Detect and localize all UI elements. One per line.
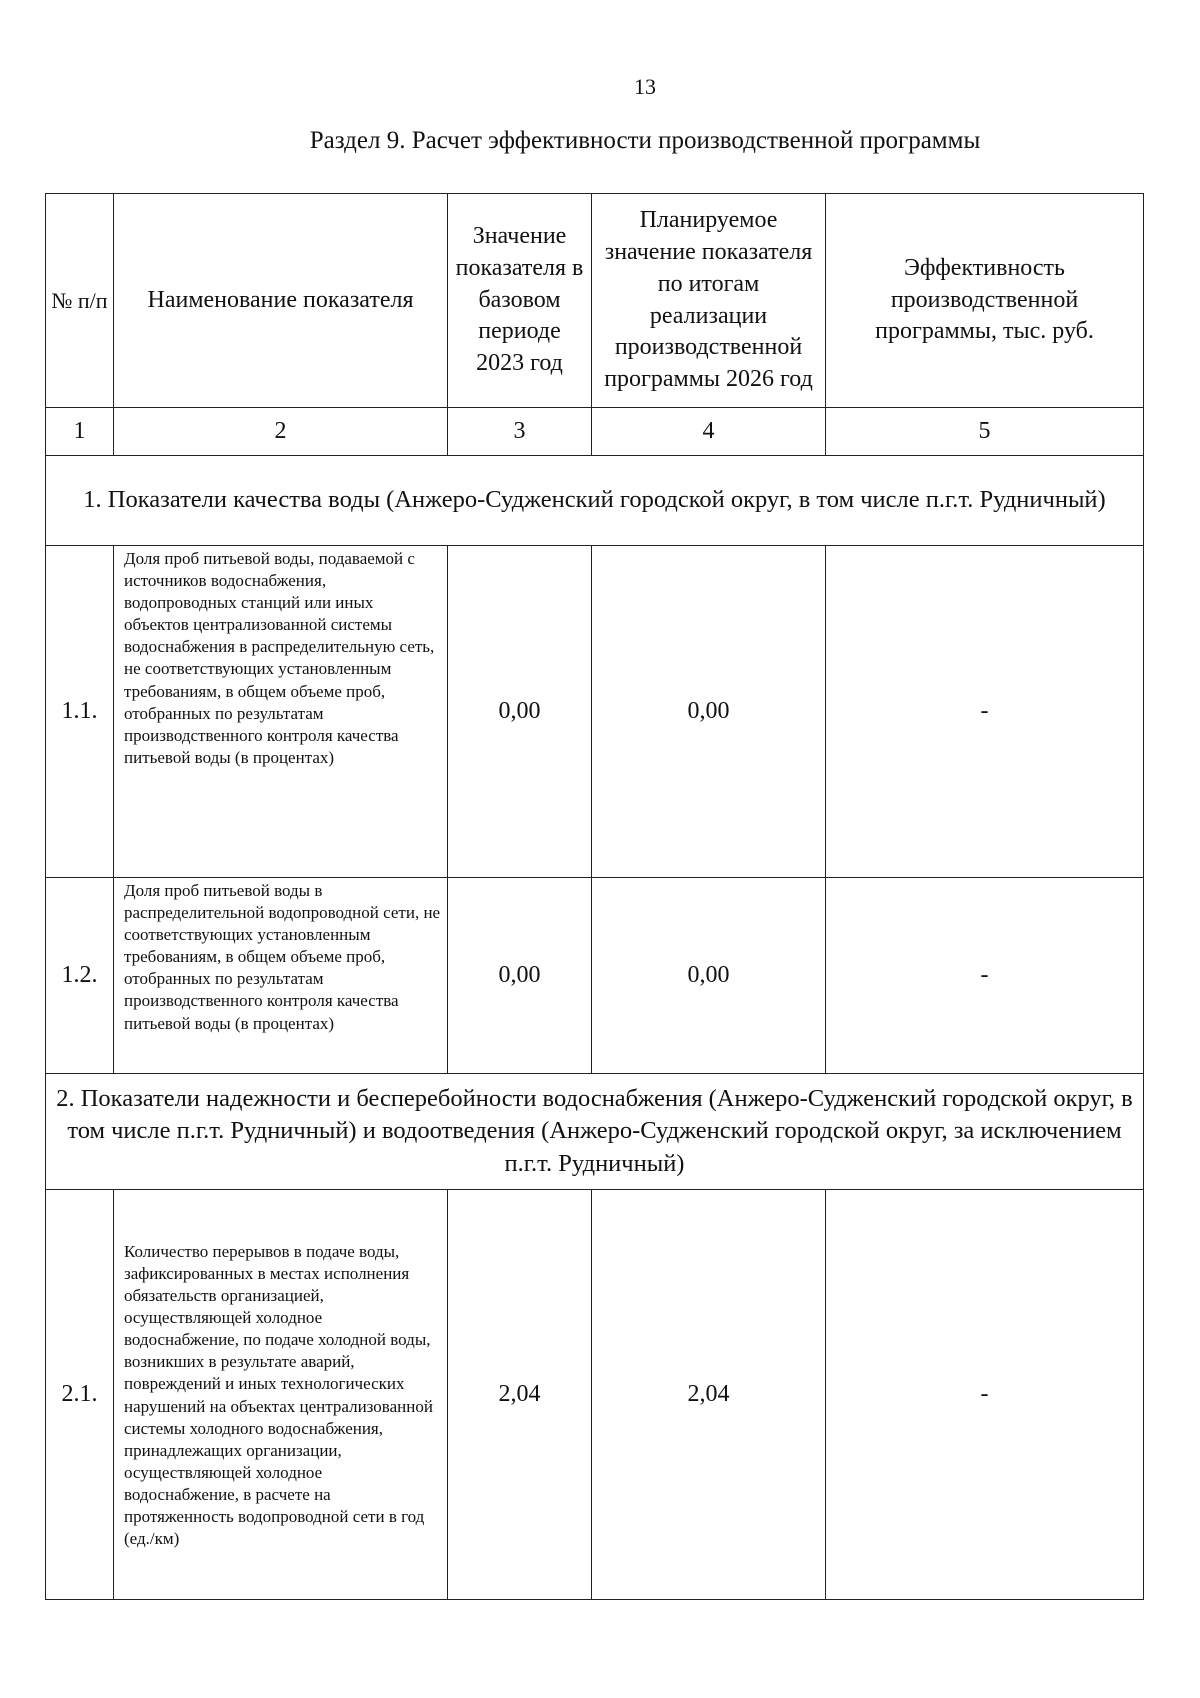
column-number: 3 bbox=[448, 408, 592, 456]
efficiency-value: - bbox=[826, 1190, 1144, 1600]
efficiency-value: - bbox=[826, 546, 1144, 878]
header-base: Значение показателя в базовом периоде 2023 год bbox=[448, 194, 592, 408]
table-row bbox=[46, 546, 1144, 878]
header-num: № п/п bbox=[46, 194, 114, 408]
header-efficiency: Эффективность производственной программы, тыс. руб. bbox=[826, 194, 1144, 408]
base-value: 2,04 bbox=[448, 1190, 592, 1600]
column-number: 1 bbox=[46, 408, 114, 456]
row-number: 1.1. bbox=[46, 546, 114, 878]
table-row bbox=[46, 1190, 1144, 1600]
indicator-name: Доля проб питьевой воды в распределительной водопроводной сети, не соответствующих установленным требованиям, в общем объеме проб, отобранных по результатам производственного контроля качества питьевой воды (в процентах) bbox=[114, 878, 448, 1074]
section-row bbox=[46, 456, 1144, 546]
column-number: 2 bbox=[114, 408, 448, 456]
header-row bbox=[46, 194, 1144, 408]
planned-value: 0,00 bbox=[592, 878, 826, 1074]
row-number: 2.1. bbox=[46, 1190, 114, 1600]
column-number: 5 bbox=[826, 408, 1144, 456]
indicator-name: Доля проб питьевой воды, подаваемой с источников водоснабжения, водопроводных станций или иных объектов централизованной системы водоснабжения в распределительную сеть, не соответствующих установленным требованиям, в общем объеме проб, отобранных по результатам производственного контроля качества питьевой воды (в процентах) bbox=[114, 546, 448, 878]
indicator-name: Количество перерывов в подаче воды, зафиксированных в местах исполнения обязательств организацией, осуществляющей холодное водоснабжение, по подаче холодной воды, возникших в результате аварий, повреждений и иных технологических нарушений на объектах централизованной системы холодного водоснабжения, принадлежащих организации, осуществляющей холодное водоснабжение, в расчете на протяженность водопроводной сети в год (ед./км) bbox=[114, 1190, 448, 1600]
planned-value: 0,00 bbox=[592, 546, 826, 878]
header-planned: Планируемое значение показателя по итогам реализации производственной программы 2026 год bbox=[592, 194, 826, 408]
section-title: Раздел 9. Расчет эффективности производственной программы bbox=[309, 127, 981, 154]
section-row bbox=[46, 1074, 1144, 1190]
base-value: 0,00 bbox=[448, 546, 592, 878]
planned-value: 2,04 bbox=[592, 1190, 826, 1600]
efficiency-value: - bbox=[826, 878, 1144, 1074]
column-number-row bbox=[46, 408, 1144, 456]
page-number: 13 bbox=[634, 74, 656, 99]
header-name: Наименование показателя bbox=[114, 194, 448, 408]
section-heading: 2. Показатели надежности и бесперебойности водоснабжения (Анжеро-Судженский городской округ, в том числе п.г.т. Рудничный) и водоотведения (Анжеро-Судженский городской округ, за исключением п.г.т. Рудничный) bbox=[46, 1074, 1144, 1190]
table-row bbox=[46, 878, 1144, 1074]
efficiency-table bbox=[45, 193, 1144, 1600]
base-value: 0,00 bbox=[448, 878, 592, 1074]
row-number: 1.2. bbox=[46, 878, 114, 1074]
section-heading: 1. Показатели качества воды (Анжеро-Судженский городской округ, в том числе п.г.т. Рудничный) bbox=[46, 456, 1144, 546]
column-number: 4 bbox=[592, 408, 826, 456]
